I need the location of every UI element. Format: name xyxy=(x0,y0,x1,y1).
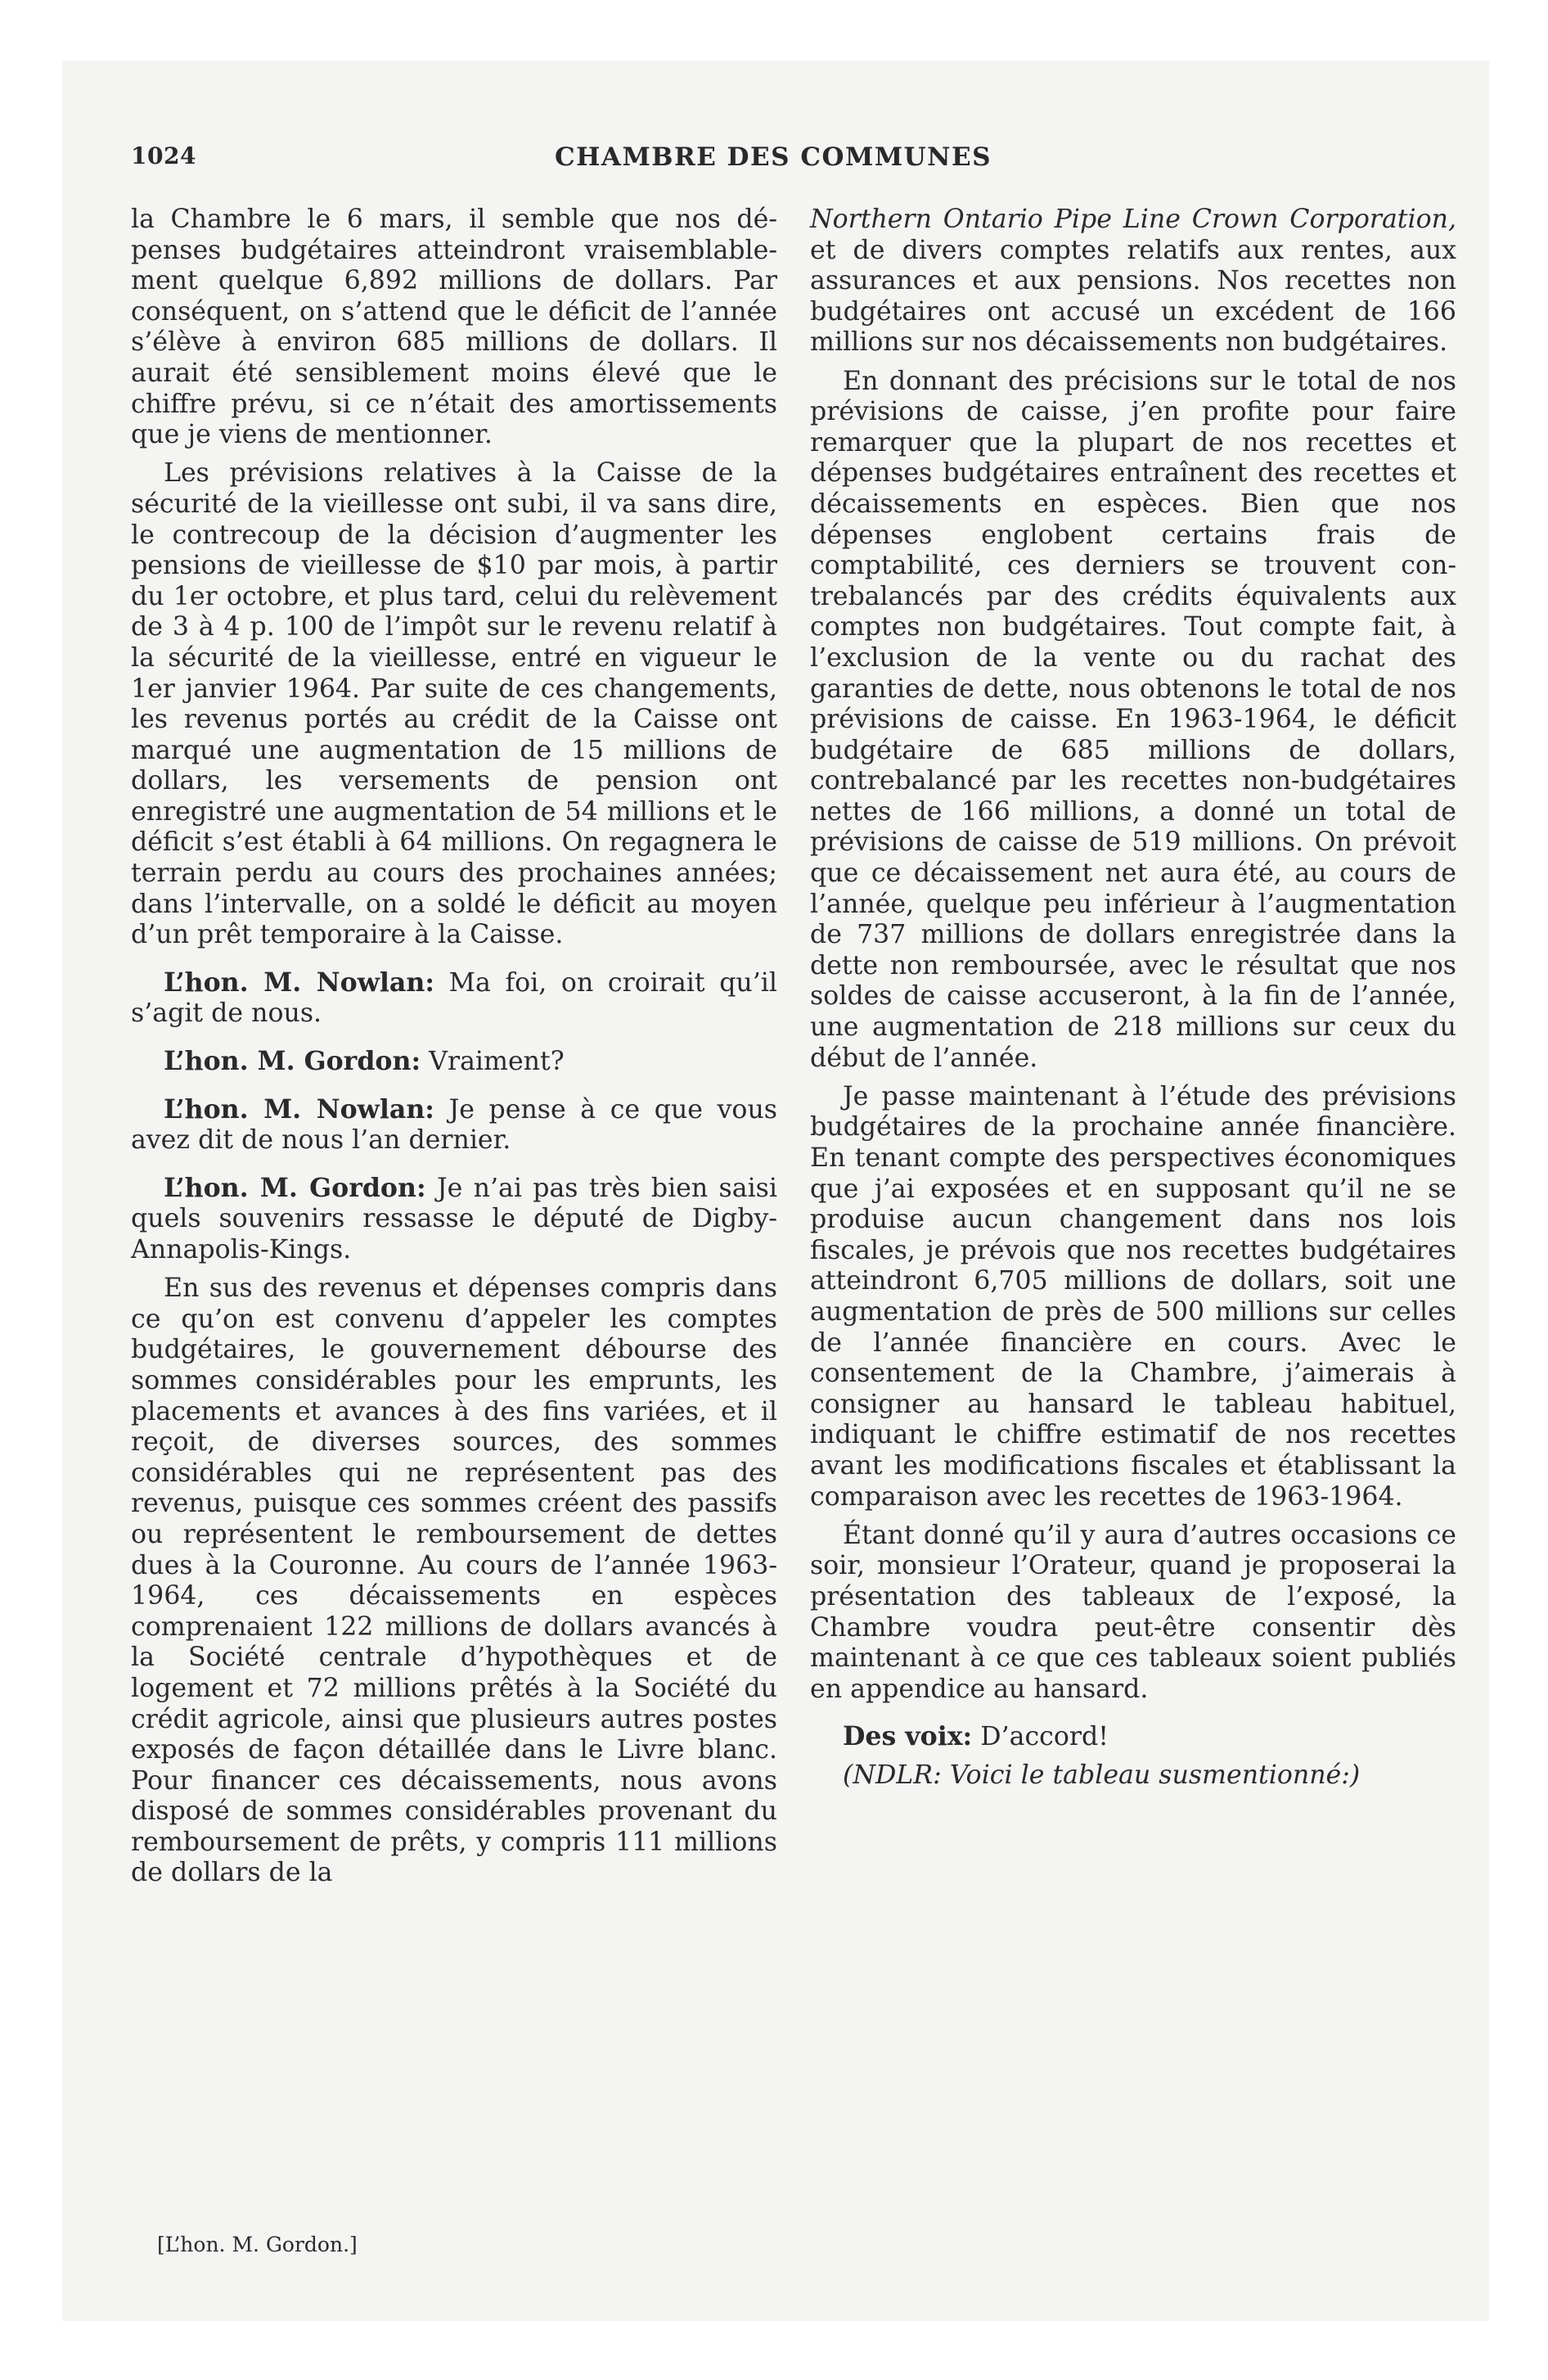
speech xyxy=(131,967,777,1030)
speech-text: Ma foi, on croirait qu’il s’agit de nous. xyxy=(131,967,778,1029)
speech-text: Vraiment? xyxy=(429,1047,565,1077)
paragraph: Étant donné qu’il y aura d’autres occasions ce soir, monsieur l’Orateur, quand je proposerai la présentation des tableaux de l’exposé, la Chambre voudra peut-être consentir dès maintenant à ce que ces tableaux soient publiés en appendice au hansard. xyxy=(810,1520,1456,1704)
paragraph: la Chambre le 6 mars, il semble que nos dépenses budgétaires atteindront vraisemblablement quelque 6,892 millions de dollars. Par conséquent, on s’attend que le déficit de l’année s’élève à environ 685 millions de dollars. Il aurait été sensiblement moins élevé que le chiffre prévu, si ce n’était des amortissements que je viens de mentionner. xyxy=(131,205,777,450)
speaker-name: L’hon. M. Nowlan: xyxy=(164,967,435,998)
paragraph: En donnant des précisions sur le total de nos prévisions de caisse, j’en profite pour faire remarquer que la plupart de nos recettes et dépenses budgétaires entraînent des recettes et décaissements en espèces. Bien que nos dépenses englobent certains frais de comptabilité, ces derniers se trouvent contrebalancés par des crédits équivalents aux comptes non budgétaires. Tout compte fait, à l’exclusion de la vente ou du rachat des garanties de dette, nous obtenons le total de nos prévisions de caisse. En 1963-1964, le déficit budgétaire de 685 millions de dollars, contrebalancé par les recettes non-budgétaires nettes de 166 millions, a donné un total de prévisions de caisse de 519 millions. On prévoit que ce décaissement net aura été, au cours de l’année, quelque peu inférieur à l’augmentation de 737 millions de dollars enregistrée dans la dette non remboursée, avec le résultat que nos soldes de caisse accuseront, à la fin de l’année, une augmentation de 218 millions sur ceux du début de l’année. xyxy=(810,366,1456,1073)
paragraph: En sus des revenus et dépenses compris dans ce qu’on est convenu d’appeler les comptes budgétaires, le gouvernement débourse des sommes considérables pour les emprunts, les placements et avances à des fins variées, et il reçoit, de diverses sources, des sommes considérables qui ne représentent pas des revenus, puisque ces sommes créent des passifs ou représentent le remboursement de dettes dues à la Couronne. Au cours de l’année 1963-1964, ces décaissements en espèces comprenaient 122 millions de dollars avancés à la Société centrale d’hypothèques et de logement et 72 millions prêtés à la Société du crédit agricole, ainsi que plusieurs autres postes exposés de façon détaillée dans le Livre blanc. Pour financer ces décaissements, nous avons disposé de sommes considérables provenant du remboursement de prêts, y compris 111 millions de dollars de la xyxy=(131,1273,777,1888)
page-header xyxy=(131,142,1415,178)
speech-text: D’accord! xyxy=(980,1722,1109,1752)
speaker-name: L’hon. M. Gordon: xyxy=(164,1046,421,1077)
speaker-name: L’hon. M. Gordon: xyxy=(164,1172,426,1203)
italic-name: Northern Ontario Pipe Line Crown Corporation, xyxy=(810,205,1456,234)
speech xyxy=(810,1721,1456,1753)
running-head: CHAMBRE DES COMMUNES xyxy=(554,142,992,172)
speech-text: Je pense à ce que vous avez dit de nous l’an dernier. xyxy=(131,1094,778,1156)
paragraph: Je passe maintenant à l’étude des prévisions budgétaires de la prochaine année financière. En tenant compte des perspectives économiques que j’ai exposées et en supposant qu’il ne se produise aucun changement dans nos lois fiscales, je prévois que nos recettes budgétaires atteindront 6,705 millions de dollars, soit une augmentation de près de 500 millions sur celles de l’année financière en cours. Avec le consentement de la Chambre, j’aimerais à consigner au hansard le tableau habituel, indiquant le chiffre estimatif de nos recettes avant les modifications fiscales et établissant la comparaison avec les recettes de 1963-1964. xyxy=(810,1081,1456,1512)
paragraph xyxy=(810,205,1456,358)
right-column xyxy=(810,205,1456,1800)
editor-note: (NDLR: Voici le tableau susmentionné:) xyxy=(843,1760,1361,1791)
speaker-name: Des voix: xyxy=(843,1721,973,1752)
speech-text: Je n’ai pas très bien saisi quels souvenirs ressasse le député de Digby-Annapolis-Kings. xyxy=(131,1173,777,1264)
speech xyxy=(131,1046,777,1078)
page-number: 1024 xyxy=(131,142,196,169)
speaker-name: L’hon. M. Nowlan: xyxy=(164,1093,434,1125)
paragraph-text: et de divers comptes relatifs aux rentes, aux assurances et aux pensions. Nos recettes non budgétaires ont accusé un excédent de 166 millions sur nos décaissements non budgétaires. xyxy=(810,235,1456,358)
left-column xyxy=(131,205,777,1897)
footer-speaker-note: [L’hon. M. Gordon.] xyxy=(157,2233,358,2256)
speech xyxy=(131,1094,777,1156)
paragraph: Les prévisions relatives à la Caisse de la sécurité de la vieillesse ont subi, il va sans dire, le contrecoup de la décision d’augmenter les pensions de vieillesse de $10 par mois, à partir du 1er octobre, et plus tard, celui du relèvement de 3 à 4 p. 100 de l’impôt sur le revenu relatif à la sécurité de la vieillesse, entré en vigueur le 1er janvier 1964. Par suite de ces changements, les revenus portés au crédit de la Caisse ont marqué une augmentation de 15 millions de dollars, les versements de pension ont enregistré une augmentation de 54 millions et le déficit s’est établi à 64 millions. On regagnera le terrain perdu au cours des prochaines années; dans l’intervalle, on a soldé le déficit au moyen d’un prêt temporaire à la Caisse. xyxy=(131,458,777,950)
speech xyxy=(131,1173,777,1266)
